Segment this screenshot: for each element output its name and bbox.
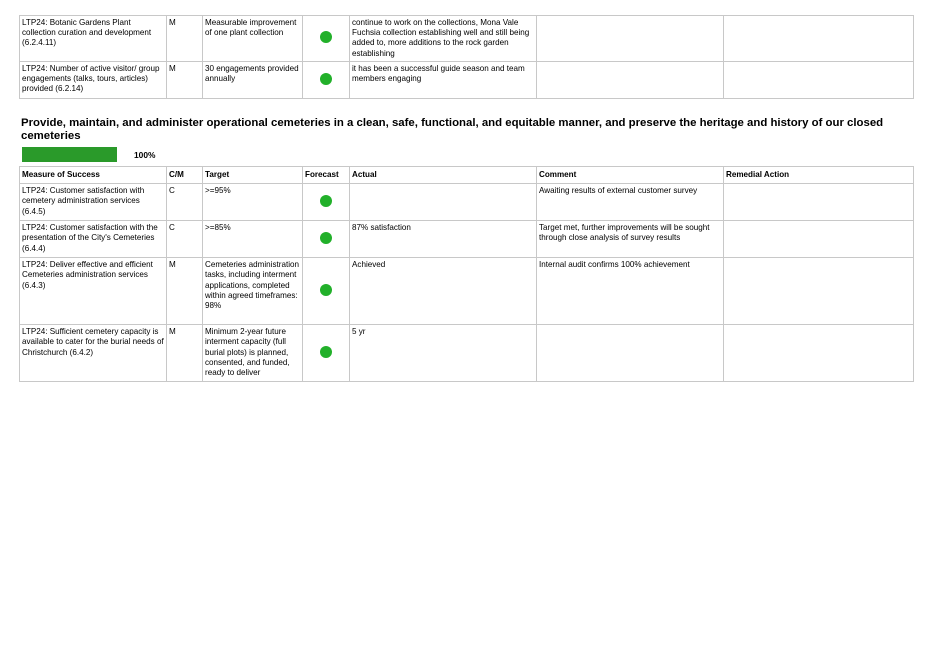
target-cell: Minimum 2-year future interment capacity (full burial plots) is planned, consented, and funded, ready to deliver xyxy=(203,325,303,382)
comment-cell xyxy=(537,16,724,62)
comment-cell xyxy=(537,325,724,382)
table-row xyxy=(20,62,914,99)
remedial-cell xyxy=(724,62,914,99)
target-cell: 30 engagements provided annually xyxy=(203,62,303,99)
forecast-status-icon xyxy=(320,73,332,85)
remedial-cell xyxy=(724,16,914,62)
forecast-status-icon xyxy=(320,346,332,358)
forecast-cell xyxy=(303,16,350,62)
remedial-cell xyxy=(724,184,914,221)
section-heading: Provide, maintain, and administer operational cemeteries in a clean, safe, functional, and equitable manner, and preserve the heritage and history of our closed cemeteries xyxy=(21,117,884,142)
forecast-status-icon xyxy=(320,284,332,296)
forecast-status-icon xyxy=(320,195,332,207)
forecast-status-icon xyxy=(320,232,332,244)
remedial-cell xyxy=(724,325,914,382)
cm-cell: C xyxy=(167,221,203,258)
column-header-comment: Comment xyxy=(537,167,724,184)
forecast-cell xyxy=(303,221,350,258)
cm-cell: M xyxy=(167,325,203,382)
table-row xyxy=(20,184,914,221)
forecast-status-icon xyxy=(320,31,332,43)
report-page xyxy=(19,15,913,382)
progress-bar-fill xyxy=(22,147,117,162)
forecast-cell xyxy=(303,62,350,99)
actual-cell: 5 yr xyxy=(350,325,537,382)
column-header-actual: Actual xyxy=(350,167,537,184)
table-header-row xyxy=(20,167,914,184)
column-header-target: Target xyxy=(203,167,303,184)
column-header-cm: C/M xyxy=(167,167,203,184)
remedial-cell xyxy=(724,258,914,325)
actual-cell: 87% satisfaction xyxy=(350,221,537,258)
measure-cell: LTP24: Customer satisfaction with cemetery administration services (6.4.5) xyxy=(20,184,167,221)
progress-bar xyxy=(22,147,117,162)
target-cell: Cemeteries administration tasks, including interment applications, completed within agreed timeframes: 98% xyxy=(203,258,303,325)
column-header-remedial: Remedial Action xyxy=(724,167,914,184)
progress-label: 100% xyxy=(134,149,156,160)
forecast-cell xyxy=(303,184,350,221)
cm-cell: M xyxy=(167,62,203,99)
table-row xyxy=(20,221,914,258)
section-progress xyxy=(22,147,913,162)
comment-cell: Awaiting results of external customer survey xyxy=(537,184,724,221)
top-results-table xyxy=(19,15,914,99)
forecast-cell xyxy=(303,325,350,382)
target-cell: >=95% xyxy=(203,184,303,221)
measure-cell: LTP24: Customer satisfaction with the presentation of the City's Cemeteries (6.4.4) xyxy=(20,221,167,258)
remedial-cell xyxy=(724,221,914,258)
actual-cell: it has been a successful guide season and team members engaging xyxy=(350,62,537,99)
actual-cell: continue to work on the collections, Mona Vale Fuchsia collection establishing well and still being added to, more additions to the rock garden establishing xyxy=(350,16,537,62)
table-row xyxy=(20,325,914,382)
actual-cell: Achieved xyxy=(350,258,537,325)
comment-cell xyxy=(537,62,724,99)
measure-cell: LTP24: Sufficient cemetery capacity is available to cater for the burial needs of Christchurch (6.4.2) xyxy=(20,325,167,382)
comment-cell: Internal audit confirms 100% achievement xyxy=(537,258,724,325)
measure-cell: LTP24: Deliver effective and efficient Cemeteries administration services (6.4.3) xyxy=(20,258,167,325)
table-row xyxy=(20,16,914,62)
actual-cell xyxy=(350,184,537,221)
cm-cell: M xyxy=(167,16,203,62)
comment-cell: Target met, further improvements will be sought through close analysis of survey results xyxy=(537,221,724,258)
measure-cell: LTP24: Botanic Gardens Plant collection curation and development (6.2.4.11) xyxy=(20,16,167,62)
column-header-forecast: Forecast xyxy=(303,167,350,184)
target-cell: Measurable improvement of one plant collection xyxy=(203,16,303,62)
cm-cell: M xyxy=(167,258,203,325)
table-row xyxy=(20,258,914,325)
forecast-cell xyxy=(303,258,350,325)
measure-cell: LTP24: Number of active visitor/ group engagements (talks, tours, articles) provided (6.2.14) xyxy=(20,62,167,99)
column-header-measure: Measure of Success xyxy=(20,167,167,184)
cm-cell: C xyxy=(167,184,203,221)
cemeteries-results-table xyxy=(19,166,914,382)
target-cell: >=85% xyxy=(203,221,303,258)
